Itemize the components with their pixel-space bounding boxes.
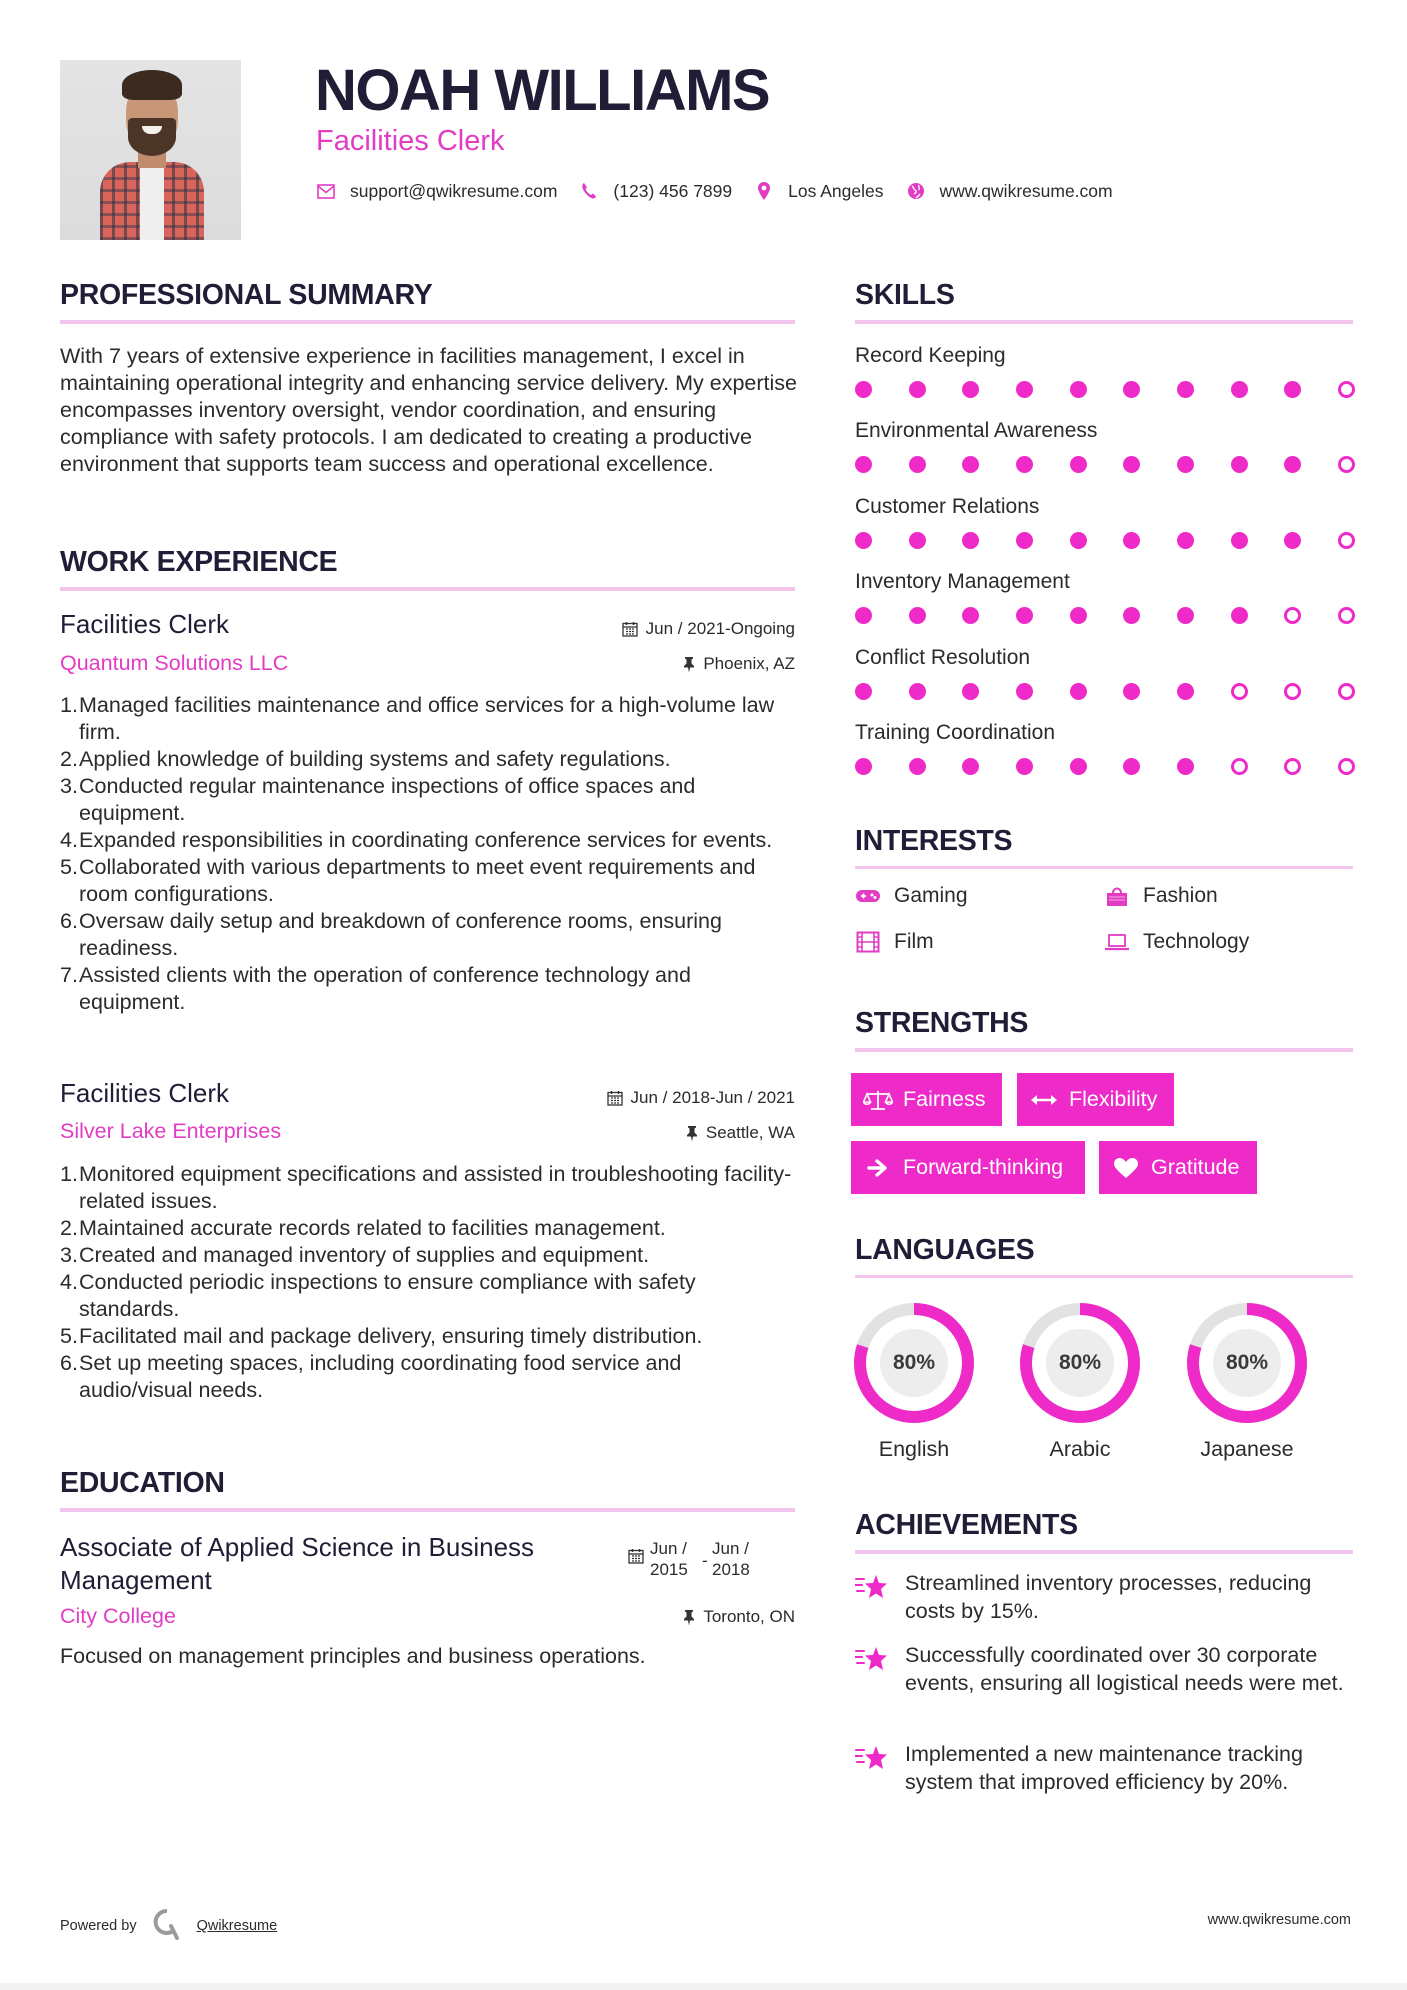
contact-row — [316, 178, 1135, 204]
language-item — [1186, 1302, 1308, 1462]
skill-rating — [855, 683, 1355, 700]
rating-dot-empty — [1338, 683, 1355, 700]
strengths-divider — [855, 1048, 1353, 1052]
education-location: Toronto, ON — [683, 1606, 795, 1628]
rating-dot-filled — [1123, 381, 1140, 398]
rating-dot-filled — [1070, 758, 1087, 775]
rating-dot-filled — [1070, 607, 1087, 624]
strength-chip-gratitude: Gratitude — [1099, 1141, 1257, 1194]
rating-dot-filled — [1177, 381, 1194, 398]
job-company: Silver Lake Enterprises — [60, 1119, 282, 1143]
languages-divider — [855, 1275, 1353, 1278]
job-title: Facilities Clerk — [60, 1078, 230, 1108]
skill-item — [855, 343, 1355, 398]
rating-dot-filled — [962, 758, 979, 775]
bullet-item: 3. Created and managed inventory of supplies and equipment. — [60, 1243, 650, 1267]
job-dates-text: Jun / 2018-Jun / 2021 — [630, 1088, 795, 1107]
skill-name: Conflict Resolution — [855, 646, 1031, 669]
education-description: Focused on management principles and business operations. — [60, 1644, 646, 1668]
phone-text: (123) 456 7899 — [613, 180, 733, 201]
bullet-item: 7. Assisted clients with the operation of conference technology and equipment. — [60, 963, 691, 1014]
rating-dot-filled — [1231, 532, 1248, 549]
shopping-bag-icon — [1104, 885, 1130, 907]
job-bullets — [60, 692, 800, 1016]
rating-dot-filled — [909, 532, 926, 549]
contact-email[interactable] — [316, 181, 579, 202]
rating-dot-empty — [1338, 456, 1355, 473]
rating-dot-filled — [1177, 456, 1194, 473]
rating-dot-empty — [1338, 381, 1355, 398]
rating-dot-filled — [1070, 683, 1087, 700]
achievements-divider — [855, 1550, 1353, 1554]
language-name: English — [878, 1437, 950, 1461]
photo-hair — [122, 70, 182, 100]
rating-dot-filled — [1231, 607, 1248, 624]
achievement-item: Implemented a new maintenance tracking system that improved efficiency by 20%. — [855, 1740, 1355, 1796]
skill-name: Customer Relations — [855, 495, 1040, 518]
calendar-icon — [622, 621, 638, 637]
photo-tee — [140, 166, 164, 240]
rating-dot-filled — [1016, 532, 1033, 549]
rating-dot-filled — [962, 532, 979, 549]
skill-item — [855, 494, 1355, 549]
strengths-heading: STRENGTHS — [855, 1007, 1029, 1039]
rating-dot-filled — [1016, 381, 1033, 398]
rating-dot-filled — [909, 456, 926, 473]
skills-heading: SKILLS — [855, 279, 955, 311]
strength-chip-flexibility: Flexibility — [1017, 1073, 1174, 1126]
summary-divider — [60, 320, 795, 324]
language-progress-ring — [1019, 1302, 1141, 1424]
balance-scale-icon — [863, 1088, 893, 1112]
rating-dot-filled — [1231, 381, 1248, 398]
job-location-text: Phoenix, AZ — [703, 654, 795, 673]
rating-dot-filled — [909, 607, 926, 624]
rating-dot-filled — [1070, 532, 1087, 549]
rating-dot-filled — [962, 607, 979, 624]
education-dates — [628, 1538, 764, 1580]
skill-item — [855, 418, 1355, 473]
skill-rating — [855, 758, 1355, 775]
summary-heading: PROFESSIONAL SUMMARY — [60, 279, 433, 311]
arrow-right-icon — [863, 1156, 893, 1180]
bullet-item: 4. Expanded responsibilities in coordinating conference services for events. — [60, 828, 773, 852]
rating-dot-filled — [909, 758, 926, 775]
rating-dot-filled — [909, 683, 926, 700]
job-bullets — [60, 1161, 800, 1404]
skill-name: Record Keeping — [855, 344, 1006, 367]
rating-dot-filled — [1177, 758, 1194, 775]
rating-dot-filled — [1123, 532, 1140, 549]
interest-gaming: Gaming — [855, 884, 968, 908]
bullet-item: 6. Oversaw daily setup and breakdown of conference rooms, ensuring readiness. — [60, 909, 722, 960]
skill-item — [855, 645, 1355, 700]
bullet-item: 6. Set up meeting spaces, including coordinating food service and audio/visual needs. — [60, 1351, 682, 1402]
skill-name: Inventory Management — [855, 570, 1070, 593]
job-dates-text: Jun / 2021-Ongoing — [645, 619, 795, 638]
rating-dot-filled — [1016, 683, 1033, 700]
interest-film: Film — [855, 930, 934, 954]
contact-location — [754, 181, 905, 202]
location-text: Los Angeles — [788, 180, 884, 201]
bullet-item: 2. Applied knowledge of building systems and safety regulations. — [60, 747, 671, 771]
calendar-icon — [628, 1548, 644, 1580]
skill-rating — [855, 607, 1355, 624]
rating-dot-filled — [1123, 456, 1140, 473]
job-title: Facilities Clerk — [60, 609, 230, 639]
rating-dot-filled — [962, 683, 979, 700]
pushpin-icon — [683, 1609, 695, 1626]
language-name: Japanese — [1200, 1437, 1294, 1461]
language-progress-ring — [853, 1302, 975, 1424]
job-location-text: Seattle, WA — [705, 1123, 795, 1142]
rating-dot-filled — [1016, 456, 1033, 473]
rating-dot-filled — [1231, 456, 1248, 473]
rating-dot-filled — [909, 381, 926, 398]
job-location — [683, 653, 795, 675]
rating-dot-filled — [962, 381, 979, 398]
bullet-item: 3. Conducted regular maintenance inspections of office spaces and equipment. — [60, 774, 696, 825]
interest-technology: Technology — [1104, 930, 1249, 954]
rating-dot-filled — [855, 607, 872, 624]
bullet-item: 1. Monitored equipment specifications and assisted in troubleshooting facility-related issues. — [60, 1162, 792, 1213]
education-degree: Associate of Applied Science in Business Management — [60, 1532, 535, 1595]
rating-dot-filled — [1177, 532, 1194, 549]
education-heading: EDUCATION — [60, 1467, 225, 1499]
powered-by-label: Powered by — [60, 1918, 137, 1934]
shooting-star-icon — [855, 1645, 895, 1697]
rating-dot-filled — [1123, 683, 1140, 700]
job-dates — [622, 618, 795, 640]
arrows-horizontal-icon — [1029, 1088, 1059, 1112]
laptop-icon — [1104, 931, 1130, 953]
rating-dot-filled — [1284, 532, 1301, 549]
contact-website[interactable] — [906, 181, 1135, 202]
job-company: Quantum Solutions LLC — [60, 651, 289, 675]
rating-dot-filled — [855, 683, 872, 700]
education-divider — [60, 1508, 795, 1512]
rating-dot-filled — [855, 381, 872, 398]
skill-rating — [855, 381, 1355, 398]
rating-dot-filled — [855, 456, 872, 473]
envelope-icon — [316, 181, 336, 201]
achievements-heading: ACHIEVEMENTS — [855, 1509, 1078, 1541]
bullet-item: 4. Conducted periodic inspections to ensure compliance with safety standards. — [60, 1270, 696, 1321]
skill-item — [855, 720, 1355, 775]
rating-dot-filled — [1016, 607, 1033, 624]
rating-dot-filled — [1284, 456, 1301, 473]
rating-dot-empty — [1338, 532, 1355, 549]
candidate-role: Facilities Clerk — [316, 125, 505, 157]
qwikresume-logo-icon — [153, 1908, 181, 1944]
rating-dot-filled — [1070, 381, 1087, 398]
qwikresume-link[interactable]: Qwikresume — [196, 1918, 278, 1934]
contact-phone[interactable] — [579, 181, 754, 202]
map-pin-icon — [754, 181, 774, 201]
rating-dot-filled — [1123, 607, 1140, 624]
footer-powered-by — [60, 1908, 277, 1944]
rating-dot-filled — [855, 532, 872, 549]
rating-dot-filled — [1123, 758, 1140, 775]
globe-icon — [906, 181, 926, 201]
film-icon — [855, 931, 881, 953]
shooting-star-icon — [855, 1573, 895, 1625]
rating-dot-filled — [1177, 683, 1194, 700]
education-start: Jun / 2015 — [650, 1539, 688, 1579]
job-location — [686, 1122, 795, 1144]
language-item — [853, 1302, 975, 1462]
interests-divider — [855, 866, 1353, 869]
rating-dot-filled — [1177, 607, 1194, 624]
rating-dot-empty — [1284, 758, 1301, 775]
achievement-item: Successfully coordinated over 30 corporate events, ensuring all logistical needs were met. — [855, 1641, 1355, 1697]
education-date-separator: - — [702, 1551, 708, 1570]
email-text: support@qwikresume.com — [350, 180, 558, 201]
gamepad-icon — [855, 885, 881, 907]
language-percent: 80% — [1058, 1351, 1102, 1374]
skill-rating — [855, 456, 1355, 473]
rating-dot-empty — [1231, 758, 1248, 775]
language-percent: 80% — [892, 1351, 936, 1374]
phone-icon — [579, 181, 599, 201]
language-name: Arabic — [1049, 1437, 1111, 1461]
summary-text: With 7 years of extensive experience in facilities management, I excel in maintaining operational integrity and enhancing service delivery. My expertise encompasses inventory oversight, vendor coordination, and ensuring compliance with safety protocols. I am dedicated to creating a productive environment that supports team success and operational excellence. — [60, 344, 797, 476]
heart-icon — [1111, 1156, 1141, 1180]
language-progress-ring — [1186, 1302, 1308, 1424]
language-percent: 80% — [1225, 1351, 1269, 1374]
skill-item — [855, 569, 1355, 624]
rating-dot-empty — [1338, 607, 1355, 624]
bullet-item: 1. Managed facilities maintenance and office services for a high-volume law firm. — [60, 693, 775, 744]
rating-dot-filled — [962, 456, 979, 473]
candidate-name: NOAH WILLIAMS — [315, 58, 770, 123]
pushpin-icon — [686, 1125, 698, 1142]
photo-beard — [128, 118, 176, 156]
pushpin-icon — [683, 656, 695, 673]
rating-dot-empty — [1284, 607, 1301, 624]
rating-dot-filled — [1016, 758, 1033, 775]
skill-name: Environmental Awareness — [855, 419, 1098, 442]
rating-dot-empty — [1284, 683, 1301, 700]
experience-heading: WORK EXPERIENCE — [60, 546, 338, 578]
rating-dot-filled — [1284, 381, 1301, 398]
language-item — [1019, 1302, 1141, 1462]
rating-dot-empty — [1231, 683, 1248, 700]
shooting-star-icon — [855, 1744, 895, 1796]
website-text: www.qwikresume.com — [939, 180, 1113, 201]
calendar-icon — [607, 1090, 623, 1106]
bottom-band — [0, 1983, 1407, 1990]
achievement-item: Streamlined inventory processes, reducing costs by 15%. — [855, 1569, 1355, 1625]
job-dates — [607, 1087, 795, 1109]
education-school: City College — [60, 1604, 176, 1628]
footer-website-link[interactable]: www.qwikresume.com — [1207, 1912, 1351, 1928]
bullet-item: 2. Maintained accurate records related to facilities management. — [60, 1216, 666, 1240]
strength-chip-forward-thinking: Forward-thinking — [851, 1141, 1085, 1194]
education-end: Jun / 2018 — [712, 1539, 750, 1579]
profile-photo — [60, 60, 241, 240]
strength-chip-fairness: Fairness — [851, 1073, 1002, 1126]
bullet-item: 5. Collaborated with various departments to meet event requirements and room configurations. — [60, 855, 756, 906]
rating-dot-filled — [1070, 456, 1087, 473]
skills-divider — [855, 320, 1353, 324]
rating-dot-empty — [1338, 758, 1355, 775]
rating-dot-filled — [855, 758, 872, 775]
interest-fashion: Fashion — [1104, 884, 1218, 908]
skill-name: Training Coordination — [855, 721, 1056, 744]
experience-divider — [60, 587, 795, 591]
bullet-item: 5. Facilitated mail and package delivery, ensuring timely distribution. — [60, 1324, 703, 1348]
interests-heading: INTERESTS — [855, 825, 1013, 857]
languages-heading: LANGUAGES — [855, 1234, 1035, 1266]
skill-rating — [855, 532, 1355, 549]
